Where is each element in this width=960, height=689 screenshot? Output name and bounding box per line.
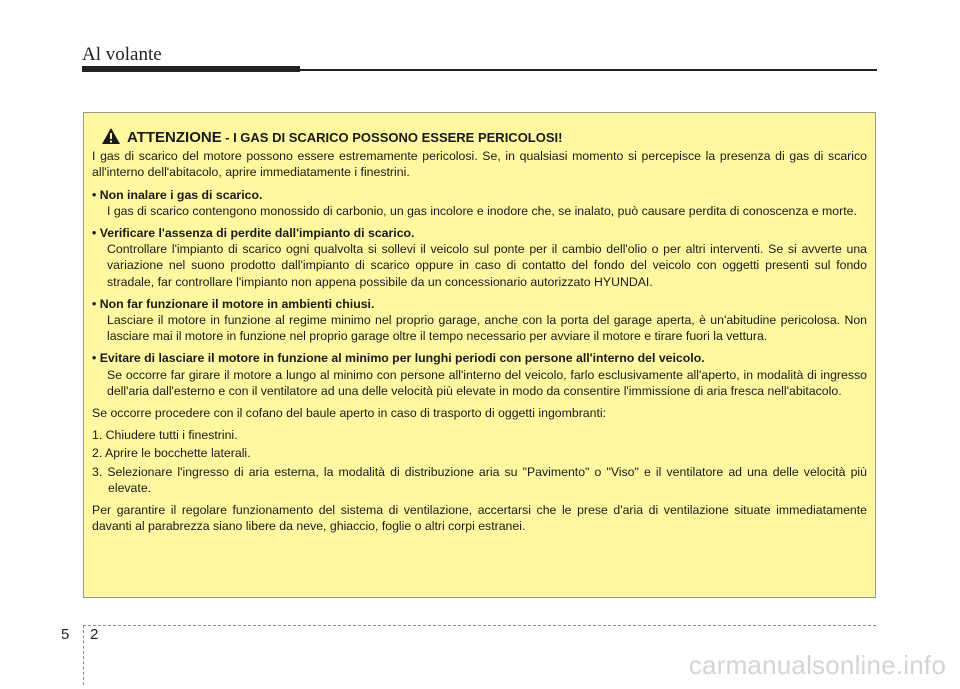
warning-subtitle: - I GAS DI SCARICO POSSONO ESSERE PERICOLOSI! (225, 130, 563, 145)
bullet-body: Controllare l'impianto di scarico ogni qualvolta si sollevi il veicolo sul ponte per il cambio dell'olio o per altri interventi. Se si avverte una variazione nel suono prodotto dall'impianto di scarico oppure in caso di contatto del fondo del veicolo con oggetti presenti sul fondo stradale, far controllare l'impianto non appena possibile da un concessionario autorizzato HYUNDAI. (107, 242, 867, 289)
bullet-heading: • Non inalare i gas di scarico. (92, 187, 263, 202)
header-rule-thin (300, 69, 877, 71)
procedure-intro: Se occorre procedere con il cofano del baule aperto in caso di trasporto di oggetti ingombranti: (92, 406, 607, 421)
bullet-heading: • Evitare di lasciare il motore in funzione al minimo per lunghi periodi con persone all'interno del veicolo. (92, 351, 705, 366)
bullet-body: Lasciare il motore in funzione al regime minimo nel proprio garage, anche con la porta del garage aperta, è un'abitudine pericolosa. Non lasciare mai il motore in funzione nel proprio garage oltre il tempo necessario per avviare il motore e tirare fuori la vettura. (107, 313, 867, 344)
bullet-body: I gas di scarico contengono monossido di carbonio, un gas incolore e inodore che, se inalato, può causare perdita di conoscenza e morte. (107, 203, 857, 218)
warning-bullet (92, 350, 867, 399)
bullet-heading: • Verificare l'assenza di perdite dall'impianto di scarico. (92, 226, 415, 241)
procedure-step: 1. Chiudere tutti i finestrini. (92, 428, 238, 443)
watermark: carmanualsonline.info (688, 650, 946, 680)
warning-triangle-icon (101, 127, 121, 145)
page-number: 2 (90, 626, 99, 643)
warning-bullet (92, 296, 867, 345)
warning-bullet (92, 225, 867, 290)
bullet-heading: • Non far funzionare il motore in ambienti chiusi. (92, 296, 375, 311)
chapter-number: 5 (61, 626, 70, 643)
warning-intro: I gas di scarico del motore possono essere estremamente pericolosi. Se, in qualsiasi momento si percepisce la presenza di gas di scarico all'interno dell'abitacolo, aprire immediatamente i finestrini. (92, 149, 867, 180)
header-rule-thick (82, 66, 300, 72)
warning-heading (101, 124, 867, 146)
procedure-step: 3. Selezionare l'ingresso di aria esterna, la modalità di distribuzione aria su "Pavimento" o "Viso" e il ventilatore ad una delle velocità più elevate. (92, 464, 867, 495)
bullet-body: Se occorre far girare il motore a lungo al minimo con persone all'interno del veicolo, farlo esclusivamente all'aperto, in modalità di ingresso dell'aria dall'esterno e con il ventilatore ad una delle velocità più elevate in modo da consentire l'immissione di aria fresca nell'abitacolo. (107, 367, 867, 398)
warning-bullet (92, 187, 867, 219)
footer-divider (83, 625, 84, 685)
page-header-title: Al volante (82, 44, 162, 65)
procedure-step: 2. Aprire le bocchette laterali. (92, 446, 251, 461)
warning-closing: Per garantire il regolare funzionamento del sistema di ventilazione, accertarsi che le prese d'aria di ventilazione situate immediatamente davanti al parabrezza siano libere da neve, ghiaccio, foglie o altri corpi estranei. (92, 503, 867, 534)
warning-title: ATTENZIONE (127, 129, 222, 146)
footer-rule (83, 625, 876, 626)
warning-box (83, 112, 876, 598)
